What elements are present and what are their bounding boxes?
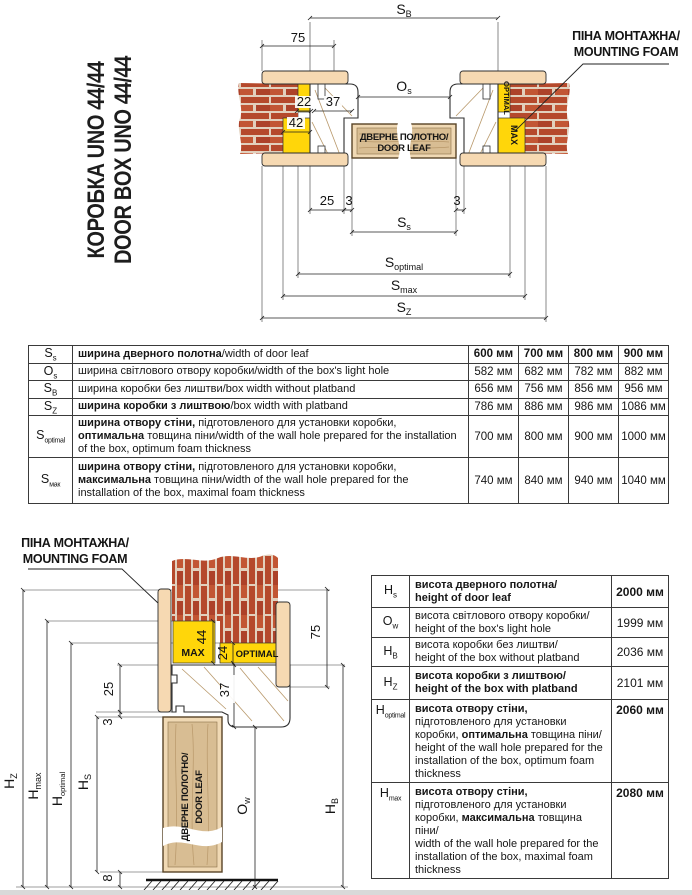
dim-42: 42 — [288, 115, 304, 130]
table-row — [29, 346, 669, 364]
description-cell: ширина отвору стіни, підготовленого для установки коробки, оптимальна товщина піни/width of the wall hole prepared for the installation of the box, optimum foam thickness — [73, 416, 469, 458]
value-cell: 2080 мм — [612, 783, 669, 879]
door-leaf — [352, 123, 456, 159]
symbol-cell: $S_{мак}$ — [29, 458, 73, 504]
dim-soptimal-label: $S_{optimal}$ — [384, 254, 424, 272]
door-leaf-label-en: DOOR LEAF — [194, 770, 205, 824]
page-bottom-edge — [0, 890, 692, 895]
dim-hmax-label: $H_{max}$ — [25, 772, 43, 800]
dim-37: 37 — [217, 682, 232, 698]
value-cell: 900 мм — [569, 416, 619, 458]
value-cell: 800 мм — [519, 416, 569, 458]
platband-strip — [460, 153, 546, 166]
value-cell: 700 мм — [469, 416, 519, 458]
table-row — [372, 667, 669, 700]
description-cell: ширина дверного полотна/width of door leaf — [73, 346, 469, 364]
bottom-diagram-vertical-section — [0, 525, 370, 895]
value-cell: 1999 мм — [612, 608, 669, 638]
value-cell: 2036 мм — [612, 638, 669, 667]
symbol-cell: $H_s$ — [372, 576, 410, 608]
symbol-cell: $O_w$ — [372, 608, 410, 638]
dim-37: 37 — [325, 94, 341, 109]
value-cell: 956 мм — [619, 381, 669, 399]
value-cell: 2000 мм — [612, 576, 669, 608]
value-cell: 786 мм — [469, 398, 519, 416]
leader-line — [28, 569, 158, 603]
top-diagram-horizontal-section — [0, 0, 692, 340]
platband-groove — [483, 84, 490, 99]
dim-44: 44 — [194, 629, 209, 645]
dim-75: 75 — [290, 30, 306, 45]
symbol-cell: $S_{optimal}$ — [29, 416, 73, 458]
table-row — [29, 363, 669, 381]
value-cell: 700 мм — [519, 346, 569, 364]
description-cell: ширина отвору стіни, підготовленого для установки коробки, максимальна товщина піни/width of the wall hole prepared for the installation of the box, maximal foam thickness — [73, 458, 469, 504]
value-cell: 600 мм — [469, 346, 519, 364]
dim-hoptimal-label: $H_{optimal}$ — [49, 771, 67, 807]
dim-3: 3 — [100, 718, 115, 726]
dim-22: 22 — [296, 94, 312, 109]
dim-24: 24 — [215, 645, 230, 661]
table-row — [372, 608, 669, 638]
description-cell: висота коробки з лиштвою/ height of the box with platband — [410, 667, 612, 700]
extension-lines — [262, 22, 546, 322]
table-row — [29, 458, 669, 504]
dim-hz-label: $H_Z$ — [1, 773, 19, 789]
symbol-cell: $S_Z$ — [29, 398, 73, 416]
foam-label-uk: ПІНА МОНТАЖНА/ — [21, 536, 129, 550]
ground-hatch — [144, 880, 278, 890]
value-cell: 800 мм — [569, 346, 619, 364]
platband-groove — [318, 84, 325, 99]
symbol-cell: $H_Z$ — [372, 667, 410, 700]
platband-strip — [276, 602, 290, 687]
dim-hs-label: $H_S$ — [75, 773, 93, 791]
value-cell: 882 мм — [619, 363, 669, 381]
table-row — [29, 381, 669, 399]
description-cell: висота отвору стіни, підготовленого для установки коробки, оптимальна товщина піни/ height of the wall hole prepared for the installation of the box, optimum foam thickness — [410, 700, 612, 783]
value-cell: 840 мм — [519, 458, 569, 504]
value-cell: 656 мм — [469, 381, 519, 399]
value-cell: 756 мм — [519, 381, 569, 399]
mounting-foam-callout — [21, 536, 158, 603]
value-cell: 582 мм — [469, 363, 519, 381]
dim-75: 75 — [308, 624, 323, 640]
dimension-numbers — [289, 30, 461, 208]
table-row — [29, 398, 669, 416]
height-dimensions-table — [371, 575, 669, 879]
platband-strip — [158, 589, 171, 712]
symbol-cell: $H_B$ — [372, 638, 410, 667]
dim-os-label: $O_s$ — [396, 78, 412, 96]
platband-strip — [262, 153, 348, 166]
dim-3-left: 3 — [345, 193, 353, 208]
value-cell: 1000 мм — [619, 416, 669, 458]
dim-ow-label: $O_w$ — [234, 797, 252, 815]
door-leaf-label-uk: ДВЕРНЕ ПОЛОТНО/ — [180, 752, 191, 842]
value-cell: 2060 мм — [612, 700, 669, 783]
description-cell: ширина коробки з лиштвою/box width with platband — [73, 398, 469, 416]
foam-label-uk: ПІНА МОНТАЖНА/ — [572, 29, 680, 43]
value-cell: 740 мм — [469, 458, 519, 504]
foam-optimal-text: OPTIMAL — [502, 81, 511, 115]
value-cell: 886 мм — [519, 398, 569, 416]
description-cell: ширина світлового отвору коробки/width of the box's light hole — [73, 363, 469, 381]
page-title-uk: КОРОБКА UNO 44/44 — [83, 61, 110, 259]
door-leaf-label-en: DOOR LEAF — [377, 143, 431, 154]
platband-strip — [262, 71, 348, 84]
door-leaf — [163, 717, 222, 872]
value-cell: 1086 мм — [619, 398, 669, 416]
value-cell: 1040 мм — [619, 458, 669, 504]
dim-25: 25 — [319, 193, 335, 208]
description-cell: ширина коробки без лиштви/box width without platband — [73, 381, 469, 399]
value-cell: 986 мм — [569, 398, 619, 416]
dim-25: 25 — [101, 681, 116, 697]
dim-smax-label: $S_{max}$ — [390, 277, 418, 295]
symbol-cell: $H_{optimal}$ — [372, 700, 410, 783]
description-cell: висота дверного полотна/ height of door leaf — [410, 576, 612, 608]
value-cell: 782 мм — [569, 363, 619, 381]
foam-label-en: MOUNTING FOAM — [573, 45, 679, 59]
value-cell: 2101 мм — [612, 667, 669, 700]
value-cell: 940 мм — [569, 458, 619, 504]
description-cell: висота коробки без лиштви/ height of the box without platband — [410, 638, 612, 667]
value-cell: 682 мм — [519, 363, 569, 381]
symbol-cell: $S_B$ — [29, 381, 73, 399]
page-title-en: DOOR BOX UNO 44/44 — [110, 55, 137, 265]
table-row — [372, 576, 669, 608]
dim-3-right: 3 — [453, 193, 461, 208]
foam-max-text: MAX — [509, 125, 519, 145]
dim-sb-label: $S_B$ — [396, 1, 412, 19]
table-row — [29, 416, 669, 458]
foam-label-en: MOUNTING FOAM — [22, 552, 128, 566]
description-cell: висота отвору стіни, підготовленого для установки коробки, максимальна товщина піни/ width of the wall hole prepared for the installation of the box, maximal foam thickness — [410, 783, 612, 879]
symbol-cell: $S_s$ — [29, 346, 73, 364]
door-leaf-label-uk: ДВЕРНЕ ПОЛОТНО/ — [359, 132, 449, 143]
symbol-cell: $O_s$ — [29, 363, 73, 381]
foam-max-text: MAX — [181, 647, 205, 659]
dim-ss-label: $S_s$ — [397, 214, 411, 232]
symbol-cell: $H_{max}$ — [372, 783, 410, 879]
dim-8: 8 — [100, 874, 115, 882]
foam-optimal-text: OPTIMAL — [235, 649, 279, 660]
table-row — [372, 638, 669, 667]
dimension-lines — [262, 18, 546, 318]
table-row — [372, 783, 669, 879]
dim-sz-label: $S_Z$ — [396, 299, 412, 317]
description-cell: висота світлового отвору коробки/ height of the box's light hole — [410, 608, 612, 638]
width-dimensions-table — [28, 345, 669, 504]
table-row — [372, 700, 669, 783]
value-cell: 900 мм — [619, 346, 669, 364]
value-cell: 856 мм — [569, 381, 619, 399]
dim-hb-label: $H_B$ — [322, 797, 340, 815]
